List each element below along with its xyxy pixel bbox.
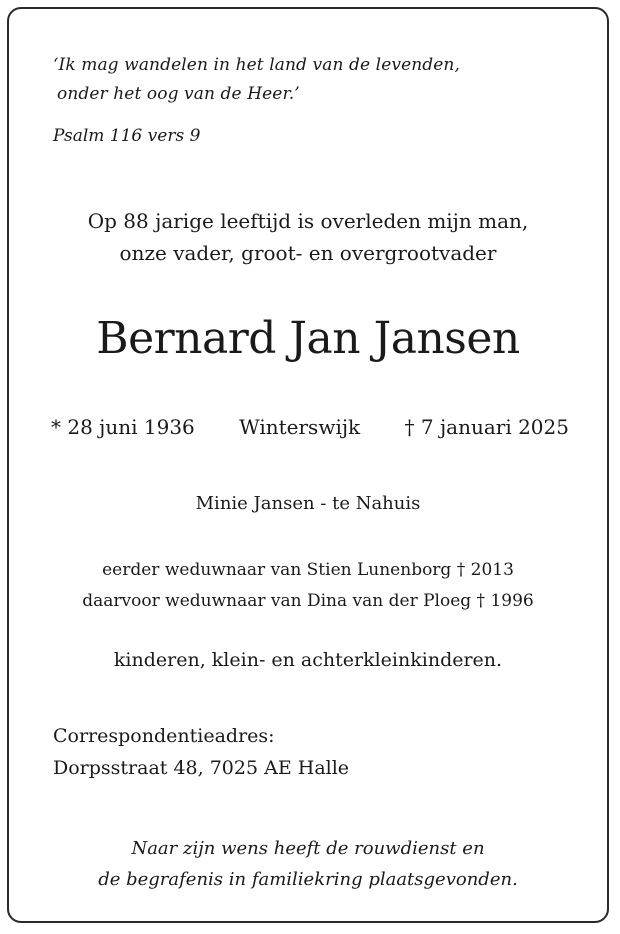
widower-line-1: eerder weduwnaar van Stien Lunenborg † 2013: [102, 560, 514, 580]
intro-line-2: onze vader, groot- en overgrootvader: [119, 241, 497, 265]
residence-place: Winterswijk: [239, 415, 361, 439]
address-label: Correspondentieadres:: [53, 725, 275, 747]
deceased-name: Bernard Jan Jansen: [96, 313, 520, 364]
closing-note: [9, 833, 607, 895]
closing-line-2: de begrafenis in familiekring plaatsgevonden.: [98, 869, 518, 890]
intro-line-1: Op 88 jarige leeftijd is overleden mijn man,: [87, 209, 529, 233]
birth-date: * 28 juni 1936: [51, 415, 195, 439]
quote-source: Psalm 116 vers 9: [53, 126, 201, 146]
death-date: † 7 januari 2025: [404, 415, 569, 439]
obituary-card: [7, 7, 609, 923]
life-dates: [9, 415, 607, 439]
widower-note: [9, 555, 607, 617]
spouse-name: Minie Jansen - te Nahuis: [195, 493, 421, 514]
intro-text: [9, 205, 607, 269]
quote-line-2: onder het oog van de Heer.’: [57, 84, 300, 104]
closing-line-1: Naar zijn wens heeft de rouwdienst en: [131, 838, 485, 859]
children-line: kinderen, klein- en achterkleinkinderen.: [113, 649, 503, 671]
bible-quote: [9, 51, 607, 109]
widower-line-2: daarvoor weduwnaar van Dina van der Ploeg † 1996: [82, 591, 534, 611]
address-value: Dorpsstraat 48, 7025 AE Halle: [53, 757, 350, 779]
quote-line-1: ‘Ik mag wandelen in het land van de levenden,: [53, 55, 460, 75]
correspondence-address: [9, 720, 607, 784]
